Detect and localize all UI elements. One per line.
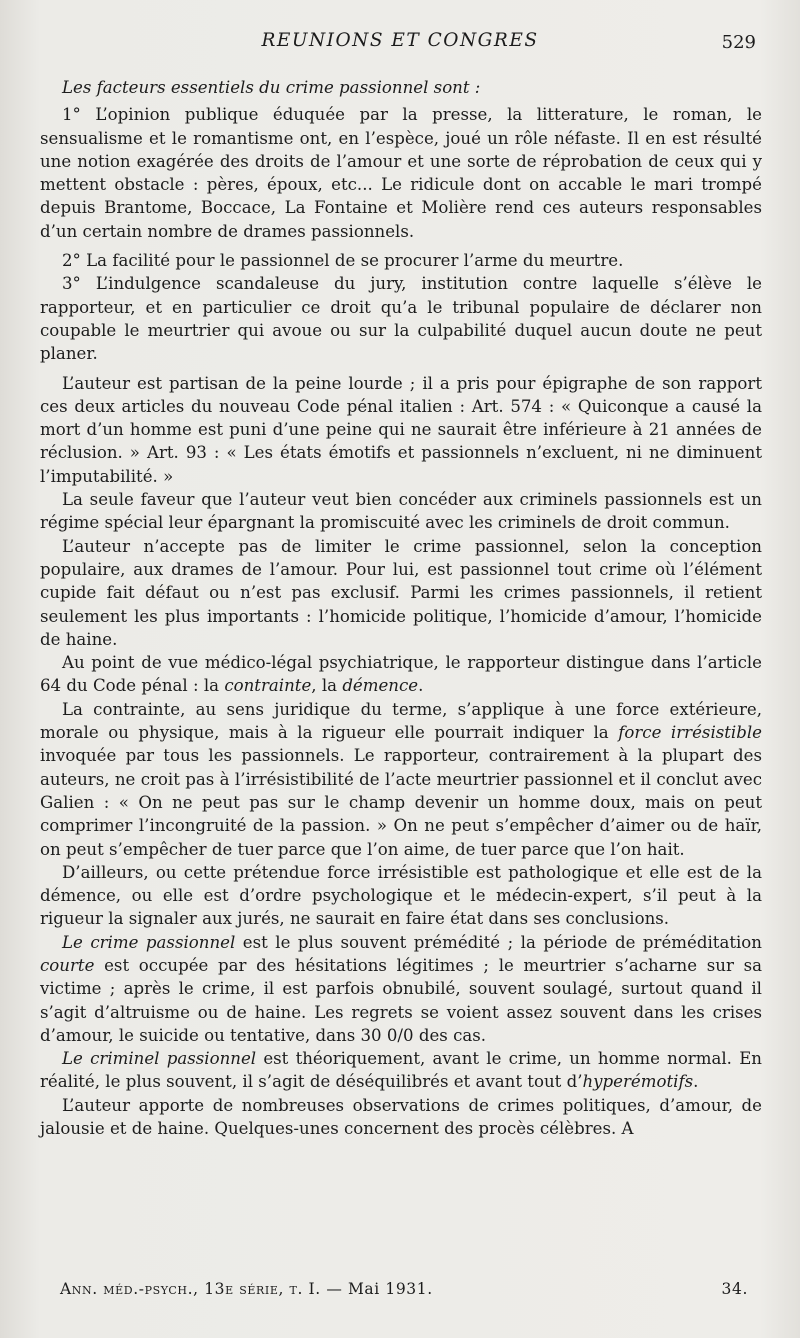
emphasis-force-irresistible: force irrésistible bbox=[618, 723, 762, 743]
paragraph-factor-1: 1° L’opinion publique éduquée par la presse, la litterature, le roman, le sensualisme et le romantisme ont, en l’espèce, joué un rôle néfaste. Il en est résulté une notion exagérée des droits de l’amour et une sorte de réprobation de ceux qui y mettent obstacle : pères, époux, etc... Le ridicule dont on accable le mari trompé depuis Brantome, Boccace, La Fontaine et Molière rend ces auteurs responsables d’un certain nombre de drames passionnels. bbox=[40, 105, 762, 241]
text-run: . bbox=[418, 676, 424, 696]
text-run: . bbox=[693, 1072, 699, 1092]
paragraph-definition: L’auteur n’accepte pas de limiter le crime passionnel, selon la conception populaire, aux drames de l’amour. Pour lui, est passionnel tout crime où l’élément cupide fait défaut ou n’est pas exclusif. Parmi les crimes passionnels, il retient seulement les plus importants : l’homicide politique, l’homicide d’amour, l’homicide de haine. bbox=[40, 536, 762, 649]
running-title: REUNIONS ET CONGRES bbox=[261, 30, 539, 51]
text-run: Au point de vue médico-légal psychiatrique, le rapporteur distingue dans l’article 64 du Code pénal : la bbox=[40, 653, 762, 696]
signature-mark: 34. bbox=[721, 1280, 748, 1298]
paragraph-observations: L’auteur apporte de nombreuses observations de crimes politiques, d’amour, de jalousie et de haine. Quelques-unes concernent des procès célèbres. A bbox=[40, 1095, 762, 1139]
emphasis-contrainte: contrainte bbox=[224, 676, 312, 696]
page-body bbox=[40, 76, 762, 1140]
page-footer bbox=[60, 1280, 756, 1306]
emphasis-criminel-passionnel: Le criminel passionnel bbox=[62, 1049, 257, 1069]
paragraph-pathologique: D’ailleurs, ou cette prétendue force irrésistible est pathologique et elle est de la démence, ou elle est d’ordre psychologique et le médecin-expert, s’il peut à la rigueur la signaler aux jurés, ne saurait en faire état dans ses conclusions. bbox=[40, 862, 762, 929]
page-number: 529 bbox=[721, 32, 756, 53]
journal-date: — Mai 1931. bbox=[326, 1280, 433, 1298]
emphasis-hyperemotifs: hyperémotifs bbox=[582, 1072, 694, 1092]
emphasis-courte: courte bbox=[40, 955, 95, 975]
paragraph-special-regime: La seule faveur que l’auteur veut bien concéder aux criminels passionnels est un régime spécial leur épargnant la promiscuité avec les criminels de droit commun. bbox=[40, 490, 762, 533]
journal-name: Ann. méd.-psych., bbox=[60, 1280, 199, 1298]
page-header bbox=[0, 30, 800, 60]
journal-reference bbox=[60, 1280, 433, 1298]
text-run: , la bbox=[311, 676, 343, 696]
paragraph-contrainte bbox=[40, 698, 762, 861]
paragraph-criminel bbox=[40, 1047, 762, 1094]
paragraph-article-64 bbox=[40, 651, 762, 698]
text-run: La contrainte, au sens juridique du terme, s’applique à une force extérieure, morale ou physique, mais à la rigueur elle pourrait indiquer la bbox=[40, 699, 762, 743]
journal-series: 13e série, t. I. bbox=[204, 1280, 321, 1298]
intro-line: Les facteurs essentiels du crime passionnel sont : bbox=[62, 78, 481, 97]
paragraph-factor-2: 2° La facilité pour le passionnel de se procurer l’arme du meurtre. bbox=[62, 251, 624, 271]
text-run: est occupée par des hésitations légitimes ; le meurtrier s’acharne sur sa victime ; après le crime, il est parfois obnubilé, souvent soulagé, surtout quand il s’agit d’altruisme ou de haine. Les regrets se voient assez souvent dans les crises d’amour, le suicide ou tentative, dans 30 0/0 des cas. bbox=[40, 955, 762, 1045]
text-run: est théoriquement, avant le crime, un homme normal. En réalité, le plus souvent, il s’agit de déséquilibrés et avant tout d’ bbox=[40, 1049, 762, 1092]
text-run: est le plus souvent prémédité ; la période de préméditation bbox=[235, 932, 762, 952]
emphasis-demence: démence bbox=[342, 676, 419, 696]
paragraph-penalty: L’auteur est partisan de la peine lourde ; il a pris pour épigraphe de son rapport ces deux articles du nouveau Code pénal italien : Art. 574 : « Quiconque a causé la mort d’un homme est puni d’une peine qui ne saurait être inférieure à 21 années de réclusion. » Art. 93 : « Les états émotifs et passionnels n’excluent, ni ne diminuent l’imputabilité. » bbox=[40, 373, 762, 486]
emphasis-crime-passionnel: Le crime passionnel bbox=[62, 932, 236, 952]
paragraph-factor-3: 3° L’indulgence scandaleuse du jury, institution contre laquelle s’élève le rapporteur, et en particulier ce droit qu’a le tribunal populaire de déclarer non coupable le meurtrier qui avoue ou sur la culpabilité duquel aucun doute ne peut planer. bbox=[40, 274, 762, 364]
paragraph-premeditation bbox=[40, 931, 762, 1047]
text-run: invoquée par tous les passionnels. Le rapporteur, contrairement à la plupart des auteurs, ne croit pas à l’irrésistibilité de l’acte meurtrier passionnel et il conclut avec Galien : « On ne peut pas sur le champ devenir un homme doux, mais on peut comprimer l’incongruité de la passion. » On ne peut s’empêcher d’aimer ou de haïr, on peut s’empêcher de tuer parce que l’on aime, de tuer parce que l’on hait. bbox=[40, 746, 762, 859]
